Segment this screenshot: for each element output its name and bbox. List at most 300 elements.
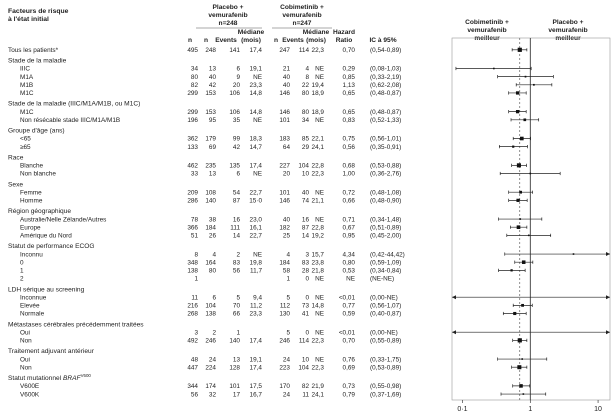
cell-ci-20: (0,51-0,89): [370, 224, 402, 232]
cell-med_cobi-32: 0: [305, 329, 309, 337]
cell-hr-30: 0,59: [342, 310, 355, 318]
cell-med_plac-3: 40: [282, 73, 290, 81]
cell-n_plac-8: 35: [232, 117, 240, 124]
cell-ci-14: (0,36-2,76): [370, 170, 402, 178]
cell-n_cobi-33: 492: [187, 337, 198, 345]
col-n-placebo: n: [187, 37, 193, 44]
cell-n_cobi-23: 8: [194, 251, 198, 259]
favors-right-line3: meilleur: [555, 35, 581, 42]
cell-med_cobi-5: 80: [301, 90, 309, 98]
cell-ev_plac-0: 17,4: [249, 47, 262, 54]
cell-n_plac-10: 99: [232, 135, 240, 143]
cell-ev_cobi-17: 140: [205, 197, 216, 205]
cell-hr-24: 0,80: [342, 259, 355, 267]
x-tick-label-2: 10: [594, 406, 602, 413]
cell-ev_plac-36: 17,4: [249, 364, 262, 372]
cell-n_plac-14: 6: [236, 170, 240, 178]
row-label-23: Inconnu: [20, 251, 43, 259]
cell-n_cobi-4: 82: [190, 82, 198, 89]
row-header-22: Statut de performance ECOG: [8, 243, 95, 251]
cell-med_plac-5: 146: [279, 90, 290, 98]
favors-left-line3: meilleur: [474, 35, 500, 42]
cell-n_cobi-19: 78: [190, 216, 198, 224]
cell-n_cobi-39: 56: [190, 391, 198, 399]
cell-ev_plac-33: 17,4: [249, 337, 262, 345]
cell-ev_plac-21: 22,7: [249, 232, 262, 240]
cell-med_plac-23: 4: [286, 251, 290, 259]
cell-med_plac-13: 227: [279, 162, 290, 170]
hr-point-2: [493, 68, 495, 70]
cell-median-cobi-23: 15,7: [311, 251, 324, 259]
row-header-37: Statut mutationnel $BRAF^{V600}$: [8, 372, 91, 382]
cell-med_plac-32: 5: [286, 329, 290, 337]
cell-ev_plac-19: 23,0: [249, 216, 262, 224]
cell-ev_plac-23: NE: [253, 251, 262, 259]
cell-ev_cobi-5: 153: [205, 90, 216, 98]
cell-med_plac-25: 58: [282, 267, 290, 275]
cell-med_cobi-10: 85: [301, 135, 309, 143]
cell-med_plac-7: 146: [279, 108, 290, 116]
cell-n_cobi-28: 11: [191, 294, 198, 302]
row-label-30: Normale: [20, 310, 45, 318]
cell-ci-29: (0,56-1,07): [370, 302, 402, 310]
cell-median-cobi-10: 22,1: [311, 135, 324, 143]
cell-n_cobi-24: 348: [187, 259, 198, 267]
cell-median-cobi-28: NE: [315, 294, 324, 302]
cell-hr-25: 0,53: [342, 267, 355, 275]
cell-med_plac-33: 246: [279, 337, 290, 345]
cell-median-cobi-30: NE: [315, 310, 324, 318]
row-label-19: Australie/Nelle Zélande/Autres: [20, 216, 107, 224]
cell-med_cobi-38: 82: [301, 383, 309, 391]
hr-point-16: [519, 191, 522, 194]
cell-n_cobi-10: 362: [187, 135, 198, 143]
cell-ev_plac-20: 16,1: [249, 224, 262, 232]
col-events-cobimetinib: Events: [282, 37, 304, 44]
cell-n_plac-7: 106: [229, 108, 240, 116]
cell-median-cobi-25: 21,8: [311, 267, 324, 275]
cell-med_plac-4: 40: [282, 82, 290, 89]
cell-med_plac-17: 146: [279, 197, 290, 205]
cell-ci-32: (0,00-NE): [370, 329, 398, 337]
cell-median-cobi-5: 18,9: [311, 90, 324, 98]
row-header-15: Sexe: [8, 181, 24, 189]
cell-med_cobi-0: 114: [298, 47, 309, 54]
row-header-34: Traitement adjuvant antérieur: [8, 348, 94, 356]
x-tick-label-1: 1: [528, 406, 533, 413]
cobimetinib-header: Cobimetinib +: [280, 4, 324, 11]
cell-ci-30: (0,40-0,87): [370, 310, 402, 318]
cell-n_cobi-17: 286: [187, 197, 198, 205]
cell-ci-8: (0,52-1,33): [370, 117, 402, 124]
cell-ev_cobi-11: 69: [208, 143, 216, 151]
cell-hr-21: 0,95: [342, 232, 355, 240]
cell-ev_cobi-2: 13: [208, 65, 216, 73]
col-events-placebo: Events: [215, 37, 237, 44]
cell-med_cobi-3: 8: [305, 73, 309, 81]
cell-median-cobi-3: NE: [315, 73, 324, 81]
cell-hr-13: 0,68: [342, 162, 355, 170]
cell-med_cobi-36: 104: [298, 364, 309, 372]
hr-point-21: [528, 235, 530, 237]
cell-median-cobi-21: 19,2: [311, 232, 324, 240]
cell-med_cobi-4: 22: [301, 82, 309, 89]
cell-hr-16: 0,72: [342, 189, 355, 197]
cell-n_cobi-2: 34: [190, 65, 198, 73]
cell-ev_plac-28: 9,4: [253, 294, 262, 302]
ci-arrow-right-23: [606, 252, 610, 256]
hr-point-20: [517, 225, 521, 229]
cell-ci-5: (0,48-0,87): [370, 90, 402, 98]
cell-n_plac-24: 83: [232, 259, 240, 267]
cell-ev_cobi-19: 38: [208, 216, 216, 224]
favors-left: Cobimetinib +: [465, 19, 509, 26]
cell-ci-39: (0,37-1,69): [370, 391, 402, 399]
ci-arrow-left-28: [452, 295, 456, 299]
row-label-10: <65: [20, 135, 31, 143]
cell-hr-3: 0,85: [342, 73, 355, 81]
cell-ci-19: (0,34-1,48): [370, 216, 402, 224]
cell-hr-33: 0,70: [342, 337, 355, 345]
cell-ci-11: (0,35-0,91): [370, 143, 402, 151]
cell-n_cobi-26: 1: [194, 275, 198, 283]
cell-median-cobi-20: 22,8: [311, 224, 324, 232]
col-hr-line2: Ratio: [335, 37, 353, 44]
ci-arrow-right-32: [606, 330, 610, 334]
placebo-header-n: n=248: [218, 20, 238, 27]
cell-hr-19: 0,71: [342, 216, 355, 224]
cell-n_plac-13: 135: [229, 162, 240, 170]
cell-ev_plac-8: NE: [253, 117, 262, 124]
cell-ev_plac-39: 16,7: [249, 391, 262, 399]
hr-point-38: [519, 384, 523, 388]
cell-median-cobi-33: 22,3: [311, 337, 324, 345]
hr-point-5: [516, 91, 519, 94]
cell-ci-26: (NE-NE): [370, 275, 395, 283]
cell-ev_cobi-36: 224: [205, 364, 216, 372]
cell-hr-35: 0,76: [342, 356, 355, 364]
cell-ev_cobi-29: 104: [205, 302, 216, 310]
cell-n_plac-38: 101: [229, 383, 240, 391]
cell-ci-7: (0,48-0,87): [370, 108, 402, 116]
cell-ev_cobi-7: 153: [205, 108, 216, 116]
cell-med_plac-28: 5: [286, 294, 290, 302]
cell-n_plac-17: 87: [232, 197, 240, 205]
cell-n_plac-0: 141: [229, 47, 240, 54]
cell-med_cobi-39: 11: [302, 391, 309, 399]
favors-left-line2: vemurafenib: [467, 27, 507, 34]
row-label-0: Tous les patients*: [8, 47, 59, 54]
cell-med_plac-29: 112: [279, 302, 290, 310]
cell-med_cobi-14: 10: [301, 170, 309, 178]
row-label-29: Elevée: [20, 302, 40, 310]
hr-point-35: [521, 358, 523, 360]
hr-point-23: [573, 253, 575, 255]
row-label-33: Non: [20, 337, 32, 345]
hr-point-24: [522, 260, 526, 264]
cell-median-cobi-39: 24,1: [311, 391, 324, 399]
cell-ci-16: (0,48-1,08): [370, 189, 402, 197]
cell-median-cobi-26: NE: [315, 275, 324, 283]
placebo-header-line2: vemurafenib: [208, 12, 248, 19]
cell-med_plac-39: 24: [282, 391, 290, 399]
cell-hr-36: 0,69: [342, 364, 355, 372]
row-label-20: Europe: [20, 224, 41, 232]
cell-n_cobi-11: 133: [187, 143, 198, 151]
cell-ev_plac-4: 23,3: [249, 82, 262, 89]
cell-n_plac-28: 5: [236, 294, 240, 302]
row-header-1: Stade de la maladie: [8, 57, 67, 65]
row-header-9: Groupe d'âge (ans): [8, 127, 65, 135]
ci-arrow-left-32: [452, 330, 456, 334]
cell-n_cobi-0: 495: [187, 47, 198, 54]
cell-median-cobi-2: NE: [315, 65, 324, 73]
cell-n_plac-32: 1: [236, 329, 240, 337]
cell-hr-10: 0,75: [342, 135, 355, 143]
cell-med_plac-19: 40: [282, 216, 290, 224]
cell-med_cobi-30: 41: [301, 310, 309, 318]
cell-med_cobi-23: 3: [305, 251, 309, 259]
cell-med_plac-2: 21: [282, 65, 290, 73]
cell-ev_plac-24: 19,8: [249, 259, 262, 267]
cell-ev_cobi-20: 184: [205, 224, 216, 232]
row-label-17: Homme: [20, 197, 43, 205]
cell-ev_cobi-38: 174: [205, 383, 216, 391]
cell-n_cobi-14: 33: [190, 170, 198, 178]
row-header-27: LDH sérique au screening: [8, 286, 85, 294]
cell-n_plac-39: 17: [232, 391, 240, 399]
cell-hr-20: 0,67: [342, 224, 355, 232]
col-n2-placebo: n: [203, 37, 209, 44]
col-n-cobimetinib: n: [273, 37, 279, 44]
hr-point-8: [523, 118, 526, 121]
cell-med_cobi-8: 34: [301, 117, 309, 124]
row-label-5: M1C: [20, 90, 34, 98]
cell-median-cobi-17: 21,1: [311, 197, 324, 205]
hr-point-14: [529, 173, 531, 175]
hr-point-0: [518, 48, 522, 52]
cell-ev_plac-11: 14,7: [249, 143, 262, 151]
cell-ev_cobi-10: 179: [205, 135, 216, 143]
cell-ev_plac-30: 23,3: [249, 310, 262, 318]
row-label-4: M1B: [20, 82, 34, 89]
cell-median-cobi-8: NE: [315, 117, 324, 124]
cell-n_cobi-25: 138: [187, 267, 198, 275]
cell-n_plac-36: 128: [229, 364, 240, 372]
cell-n_plac-33: 140: [229, 337, 240, 345]
cell-med_plac-36: 223: [279, 364, 290, 372]
cell-n_plac-5: 106: [229, 90, 240, 98]
cell-med_plac-20: 182: [279, 224, 290, 232]
cell-med_cobi-35: 10: [301, 356, 309, 364]
row-label-32: Oui: [20, 329, 30, 337]
row-header-18: Région géographique: [8, 208, 72, 216]
cell-hr-7: 0,65: [342, 108, 355, 116]
row-label-14: Non blanche: [20, 170, 56, 178]
col-median-cobimetinib: Médiane: [302, 29, 330, 36]
cell-n_plac-3: 9: [236, 73, 240, 81]
hr-point-30: [513, 312, 516, 315]
cell-ev_plac-13: 17,4: [249, 162, 262, 170]
cell-n_cobi-5: 299: [187, 90, 198, 98]
cobimetinib-header-line2: vemurafenib: [282, 12, 322, 19]
cell-med_plac-10: 183: [279, 135, 290, 143]
cell-ci-38: (0,55-0,98): [370, 383, 402, 391]
title: Facteurs de risque: [8, 8, 69, 15]
cell-ci-36: (0,53-0,89): [370, 364, 402, 372]
cell-med_cobi-11: 29: [301, 143, 309, 151]
row-header-12: Race: [8, 154, 24, 162]
cell-n_plac-11: 42: [232, 143, 240, 151]
cell-ev_cobi-30: 138: [205, 310, 216, 318]
cell-med_cobi-24: 83: [301, 259, 309, 267]
cell-ev_cobi-25: 80: [208, 267, 216, 275]
cell-ci-4: (0,62-2,08): [370, 82, 402, 89]
hr-point-7: [516, 110, 519, 113]
cell-med_cobi-7: 80: [301, 108, 309, 116]
cell-hr-8: 0,83: [342, 117, 355, 124]
cell-ev_plac-16: 22,7: [249, 189, 262, 197]
hr-point-13: [517, 163, 521, 167]
cell-n_plac-23: 2: [236, 251, 240, 259]
cell-ev_plac-25: 11,7: [250, 267, 262, 275]
cell-hr-11: 0,56: [342, 143, 355, 151]
cell-n_cobi-8: 196: [187, 117, 198, 124]
cell-med_plac-8: 101: [279, 117, 290, 124]
cell-n_plac-4: 20: [232, 82, 240, 89]
cell-ev_cobi-23: 4: [212, 251, 216, 259]
cell-hr-39: 0,79: [342, 391, 355, 399]
cell-median-cobi-29: 14,8: [311, 302, 324, 310]
col-median-placebo: Médiane: [237, 29, 265, 36]
col-ci: IC à 95%: [369, 37, 397, 44]
cell-med_plac-24: 184: [279, 259, 290, 267]
favors-right: Placebo +: [552, 19, 584, 26]
row-label-39: V600K: [20, 391, 40, 399]
cell-hr-5: 0,65: [342, 90, 355, 98]
cell-ci-24: (0,59-1,09): [370, 259, 402, 267]
cell-med_plac-11: 64: [282, 143, 290, 151]
cell-med_cobi-33: 114: [298, 337, 309, 345]
col-median-cobimetinib-unit: (mois): [306, 37, 326, 44]
cell-median-cobi-19: NE: [315, 216, 324, 224]
cell-n_plac-16: 54: [232, 189, 240, 197]
row-label-8: Non résécable stade IIIC/M1A/M1B: [20, 117, 121, 124]
row-label-24: 0: [20, 259, 24, 267]
cell-ev_cobi-8: 95: [208, 117, 216, 124]
cell-med_plac-0: 247: [279, 47, 290, 54]
cell-ev_plac-3: NE: [253, 73, 262, 81]
cell-ev_cobi-28: 6: [212, 294, 216, 302]
hr-point-33: [518, 338, 522, 342]
title-line2: à l'état initial: [8, 16, 49, 23]
cell-hr-29: 0,77: [342, 302, 355, 310]
placebo-header: Placebo +: [212, 4, 244, 11]
cell-med_cobi-13: 104: [298, 162, 309, 170]
cell-ev_cobi-21: 26: [208, 232, 216, 240]
cell-median-cobi-11: 24,1: [311, 143, 324, 151]
hr-point-29: [521, 304, 524, 307]
hr-point-11: [512, 146, 514, 148]
col-hr: Hazard: [333, 29, 355, 36]
cell-n_plac-25: 56: [232, 267, 240, 275]
hr-point-10: [520, 137, 524, 141]
cell-hr-14: 1,00: [342, 170, 355, 178]
cell-ev_cobi-32: 2: [212, 329, 216, 337]
cell-ev_cobi-0: 248: [205, 47, 216, 54]
col-median-placebo-unit: (mois): [241, 37, 261, 44]
cell-med_plac-16: 101: [279, 189, 290, 197]
cell-ci-23: (0,42-44,42): [370, 251, 405, 259]
cell-ev_plac-10: 18,3: [249, 135, 262, 143]
cell-ci-13: (0,53-0,88): [370, 162, 402, 170]
cell-med_cobi-16: 40: [301, 189, 309, 197]
cell-med_cobi-26: 0: [305, 275, 309, 283]
cell-ci-10: (0,56-1,01): [370, 135, 402, 143]
row-label-26: 2: [20, 275, 24, 283]
hr-point-19: [519, 218, 521, 220]
cell-ev_plac-5: 14,8: [249, 90, 262, 98]
cell-med_cobi-21: 14: [301, 232, 309, 240]
row-label-16: Femme: [20, 189, 42, 197]
cell-median-cobi-13: 22,8: [311, 162, 324, 170]
cell-med_cobi-28: 0: [305, 294, 309, 302]
hr-point-36: [517, 365, 521, 369]
cell-ci-17: (0,48-0,90): [370, 197, 402, 205]
cell-median-cobi-4: 19,4: [311, 82, 324, 89]
cell-ev_cobi-24: 164: [205, 259, 216, 267]
row-label-2: IIIC: [20, 65, 30, 73]
cell-ci-2: (0,08-1,03): [370, 65, 402, 73]
cell-n_plac-29: 70: [232, 302, 240, 310]
cell-hr-4: 1,13: [342, 82, 355, 89]
row-label-25: 1: [20, 267, 24, 275]
cell-median-cobi-24: 23,8: [311, 259, 324, 267]
cell-ev_plac-2: 19,1: [249, 65, 262, 73]
cell-ev_plac-14: NE: [253, 170, 262, 178]
row-label-38: V600E: [20, 383, 40, 391]
cell-n_cobi-13: 462: [187, 162, 198, 170]
cobimetinib-header-n: n=247: [292, 20, 312, 27]
row-label-11: ≥65: [20, 143, 31, 151]
cell-ev_cobi-35: 24: [208, 356, 216, 364]
cell-hr-0: 0,70: [342, 47, 355, 54]
cell-ev_plac-17: 15·0: [249, 197, 262, 205]
cell-med_plac-30: 130: [279, 310, 290, 318]
cell-ev_cobi-14: 13: [208, 170, 216, 178]
cell-ci-35: (0,33-1,75): [370, 356, 402, 364]
row-label-13: Blanche: [20, 162, 44, 170]
row-label-21: Amérique du Nord: [20, 232, 72, 240]
cell-ci-33: (0,55-0,89): [370, 337, 402, 345]
hr-point-3: [525, 76, 527, 78]
cell-ev_cobi-4: 42: [208, 82, 216, 89]
cell-med_plac-21: 25: [282, 232, 290, 240]
cell-median-cobi-36: 22,3: [311, 364, 324, 372]
cell-med_cobi-25: 28: [301, 267, 309, 275]
cell-med_cobi-17: 74: [301, 197, 309, 205]
cell-ev_cobi-33: 246: [205, 337, 216, 345]
cell-n_cobi-20: 366: [187, 224, 198, 232]
hr-point-25: [510, 269, 512, 271]
cell-hr-32: <0,01: [338, 329, 355, 337]
cell-ev_plac-7: 14,8: [249, 108, 262, 116]
ci-arrow-right-28: [606, 295, 610, 299]
cell-med_cobi-29: 73: [301, 302, 309, 310]
cell-median-cobi-38: 21,9: [311, 383, 324, 391]
cell-n_cobi-36: 447: [187, 364, 198, 372]
row-label-28: Inconnue: [20, 294, 47, 302]
